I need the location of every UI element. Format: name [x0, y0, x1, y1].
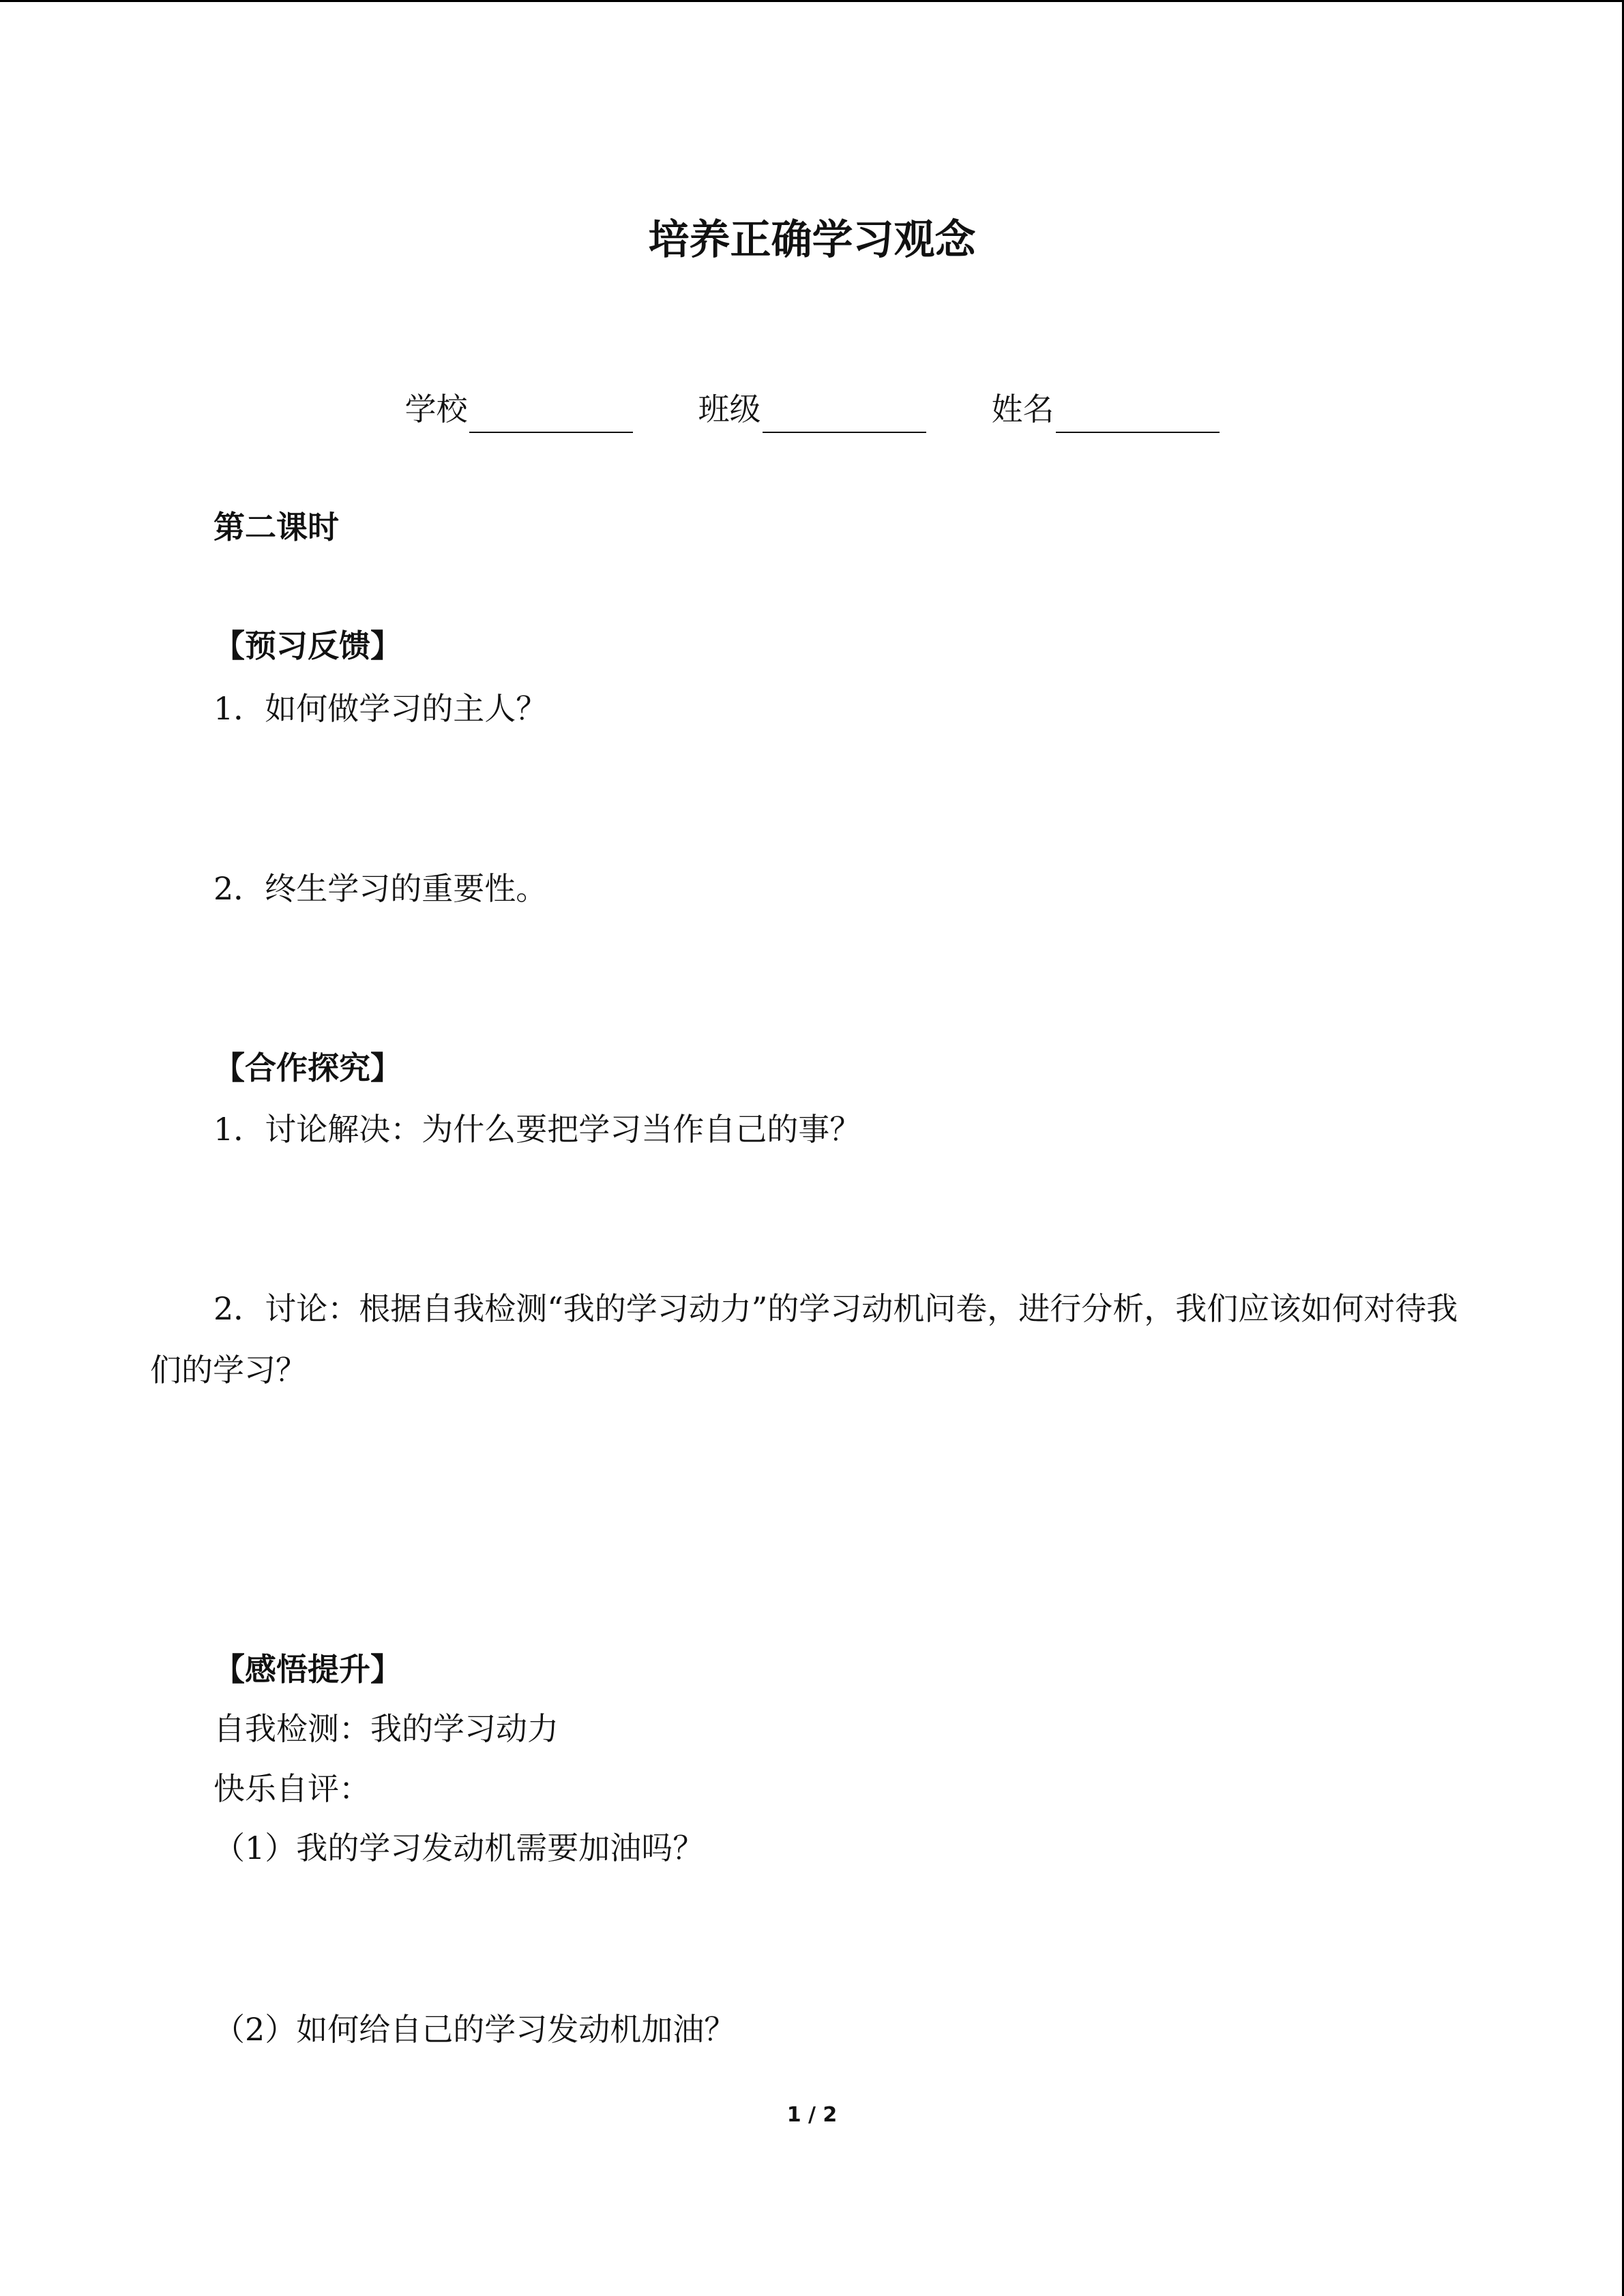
school-label: 学校: [404, 391, 468, 428]
class-label: 班级: [698, 391, 761, 428]
text-line: 自我检测：我的学习动力: [213, 1710, 559, 1747]
name-field: [992, 385, 1220, 433]
lesson-heading: 第二课时: [213, 509, 339, 546]
name-label: 姓名: [991, 391, 1054, 428]
question-item: 2．终生学习的重要性。: [213, 870, 548, 907]
school-blank[interactable]: [469, 392, 633, 433]
name-blank[interactable]: [1056, 392, 1220, 433]
question-item: （2）如何给自己的学习发动机加油？: [213, 2011, 736, 2048]
school-field: [405, 385, 633, 433]
class-field: [698, 385, 926, 433]
question-item: 1．如何做学习的主人？: [213, 690, 548, 727]
section-heading-preview: 【预习反馈】: [213, 627, 402, 664]
section-heading-cooperation: 【合作探究】: [213, 1049, 402, 1086]
class-blank[interactable]: [763, 392, 926, 433]
student-info-row: [0, 385, 1624, 433]
question-paragraph: 2．讨论：根据自我检测“我的学习动力”的学习动机问卷，进行分析，我们应该如何对待我们的学习？: [150, 1290, 1458, 1388]
document-title: 培养正确学习观念: [648, 216, 976, 264]
question-item: （1）我的学习发动机需要加油吗？: [213, 1830, 705, 1866]
text-line: 快乐自评：: [213, 1770, 370, 1807]
page-number: 1 / 2: [786, 2103, 838, 2127]
question-item: 1．讨论解决：为什么要把学习当作自己的事？: [213, 1111, 861, 1148]
section-heading-reflection: 【感悟提升】: [213, 1651, 402, 1688]
